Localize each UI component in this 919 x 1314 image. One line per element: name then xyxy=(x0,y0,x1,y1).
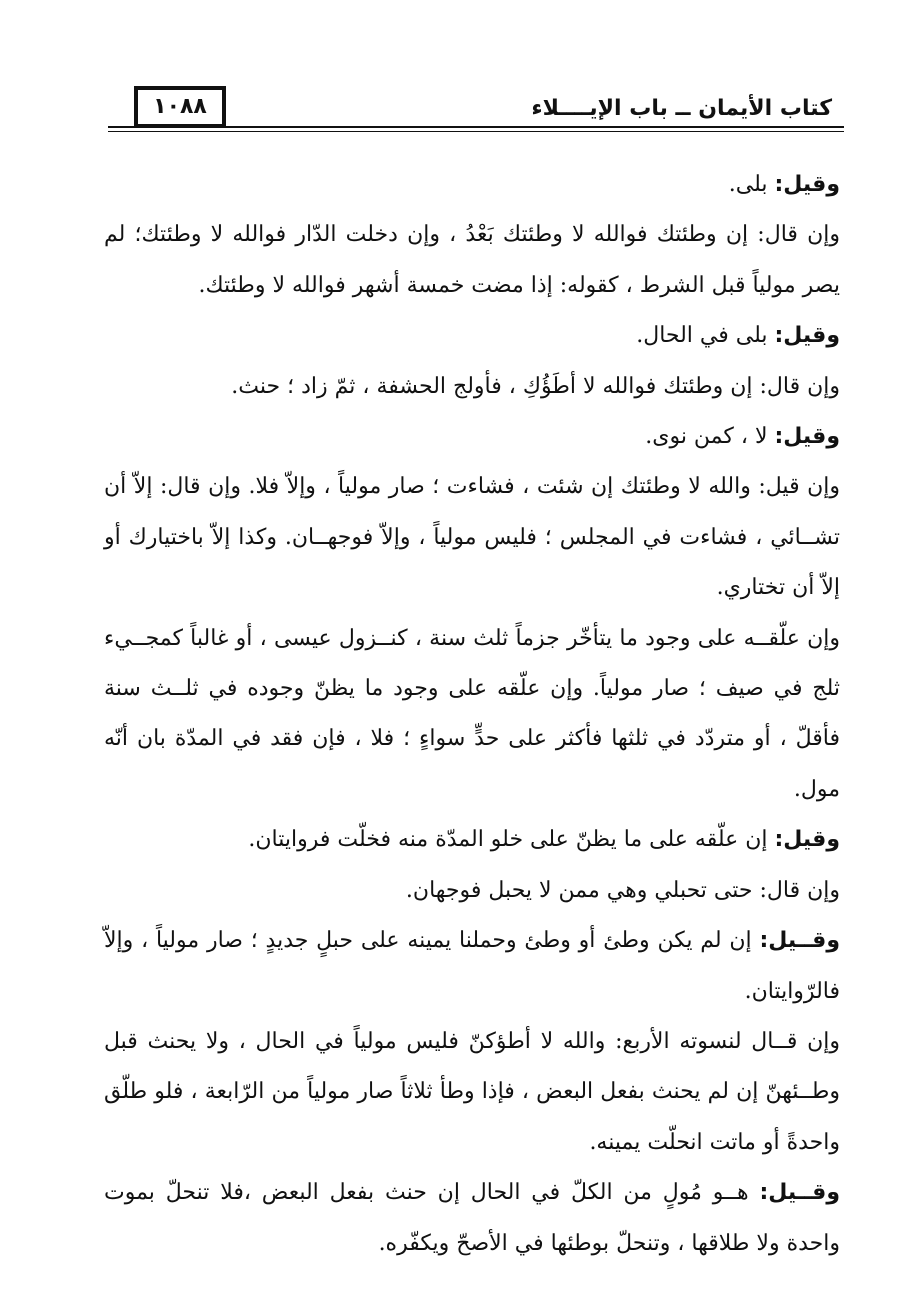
paragraph-label: وقيل: xyxy=(774,172,840,197)
paragraph xyxy=(104,614,840,816)
paragraph-text: بلى في الحال. xyxy=(636,323,775,349)
paragraph xyxy=(104,815,840,865)
paragraph-label: وقيل: xyxy=(774,827,840,853)
paragraph-label: وقيل: xyxy=(774,323,840,349)
paragraph-text: وإن قــال لنسوته الأربع: والله لا أطؤكنّ فليس مولياً في الحال ، ولا يحنث قبل وطــئهنّ إن لم يحنث بفعل البعض ، فإذا وطأ ثلاثاً صار مولياً من الرّابعة ، فلو طلّق واحدةً أو ماتت انحلّت يمينه. xyxy=(104,1028,840,1155)
paragraph-text: وإن قيل: والله لا وطئتك إن شئت ، فشاءت ؛ صار مولياً ، وإلاّ فلا. وإن قال: إلاّ أن تشــائي ، فشاءت في المجلس ؛ فليس مولياً ، وإلاّ فوجهــان. وكذا إلاّ باختيارك أو إلاّ أن تختاري. xyxy=(104,474,840,601)
paragraph-text: هــو مُولٍ من الكلّ في الحال إن حنث بفعل البعض ،فلا تنحلّ بموت واحدة ولا طلاقها ، وتنحلّ بوطئها في الأصحّ ويكفّره. xyxy=(104,1180,840,1256)
paragraph-label: وقــيل: xyxy=(759,1180,840,1206)
body-text xyxy=(104,160,840,1269)
paragraph-text: وإن علّقــه على وجود ما يتأخّر جزماً ثلث سنة ، كنــزول عيسى ، أو غالباً كمجــيء ثلج في صيف ؛ صار مولياً. وإن علّقه على وجود ما يظنّ وجوده في ثلــث سنة فأقلّ ، أو متردّد في ثلثها فأكثر على حدٍّ سواءٍ ؛ فلا ، فإن فقد في المدّة بان أنّه مول. xyxy=(104,625,840,802)
paragraph xyxy=(104,1168,840,1269)
header-rule-thin xyxy=(108,131,844,132)
paragraph-text: وإن قال: إن وطئتك فوالله لا أطَؤُكِ ، فأولج الحشفة ، ثمّ زاد ؛ حنث. xyxy=(231,373,840,399)
paragraph xyxy=(104,1017,840,1168)
paragraph xyxy=(104,916,840,1017)
paragraph xyxy=(104,311,840,361)
running-header xyxy=(108,86,844,138)
paragraph-text: إن علّقه على ما يظنّ على خلو المدّة منه فخلّت فروايتان. xyxy=(248,827,775,853)
paragraph xyxy=(104,462,840,613)
paragraph xyxy=(104,160,840,210)
paragraph-text: لا ، كمن نوى. xyxy=(645,424,775,450)
page-number: ١٠٨٨ xyxy=(134,86,226,128)
paragraph-label: وقــيل: xyxy=(759,928,840,954)
paragraph xyxy=(104,210,840,311)
paragraph-label: وقيل: xyxy=(774,424,840,450)
paragraph-text: بلى. xyxy=(728,172,775,197)
paragraph xyxy=(104,412,840,462)
paragraph-text: وإن قال: إن وطئتك فوالله لا وطئتك بَعْدُ ، وإن دخلت الدّار فوالله لا وطئتك؛ لم يصر مولياً قبل الشرط ، كقوله: إذا مضت خمسة أشهر فوالله لا وطئتك. xyxy=(104,222,840,298)
paragraph-text: إن لم يكن وطئ أو وطئ وحملنا يمينه على حبلٍ جديدٍ ؛ صار مولياً ، وإلاّ فالرّوايتان. xyxy=(104,928,840,1004)
running-title: كتاب الأيمان ــ باب الإيــــلاء xyxy=(523,96,840,121)
paragraph-text: وإن قال: حتى تحبلي وهي ممن لا يحبل فوجهان. xyxy=(405,877,840,903)
paragraph xyxy=(104,362,840,412)
paragraph xyxy=(104,866,840,916)
